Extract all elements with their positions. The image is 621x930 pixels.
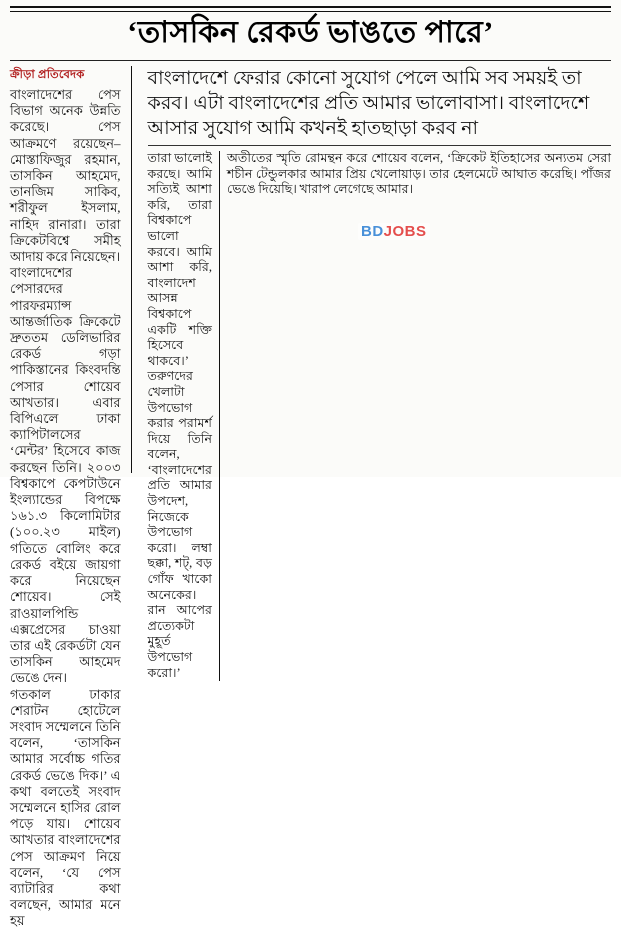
paragraph: গতকাল ঢাকার শেরাটন হোটেলে সংবাদ সম্মেলনে তিনি বলেন, ‘তাসকিন আমার সর্বোচ্চ গতির রেকর্ড ভেঙে দিক।’ এ কথা বলতেই সংবাদ সম্মেলনে হাসির রোল পড়ে যায়। শোয়েব আখতার বাংলাদেশের পেস আক্রমণ নিয়ে বলেন, ‘যে পেস ব্যাটারির কথা বলছেন, আমার মনে হয় bbox=[10, 686, 121, 929]
pull-quote-divider bbox=[148, 145, 611, 146]
paragraph: তারা ভালোই করছে। আমি সত্যিই আশা করি, তারা বিশ্বকাপে ভালো করবে। আমি আশা করি, বাংলাদেশ আসন্ন বিশ্বকাপে একটি শক্তি হিসেবে থাকবে।’ তরুণদের খেলাটা উপভোগ করার পরামর্শ দিয়ে তিনি বলেন, ‘বাংলাদেশের প্রতি আমার উপদেশ, নিজেকে উপভোগ করো। লম্বা ছক্কা, শট্, বড় গোঁফ খাকো অনেকের। রান আপের প্রত্যেকটা মুহূর্ত উপভোগ করো।’ bbox=[147, 151, 212, 680]
paragraph: বাংলাদেশের পেসারদের পারফরম্যান্স আন্তর্জাতিক ক্রিকেটে দ্রুততম ডেলিভারির রেকর্ড গড়া পাকিস্তানের কিংবদন্তি পেসার শোয়েব আখতার। এবার বিপিএলে ঢাকা ক্যাপিটালসের ‘মেন্টর’ হিসেবে কাজ করছেন তিনি। ২০০৩ বিশ্বকাপে কেপটাউনে ইংল্যান্ডের বিপক্ষে ১৬১.৩ কিলোমিটার (১০০.২৩ মাইল) গতিতে বোলিং করে রেকর্ড বইয়ে জায়গা করে নিয়েছেন শোয়েব। সেই রাওয়ালপিন্ডি এক্সপ্রেসের চাওয়া তার এই রেকর্ডটা যেন তাসকিন আহমেদ ভেঙে দেন। bbox=[10, 265, 121, 686]
paragraph: বাংলাদেশের পেস বিভাগ অনেক উন্নতি করেছে। পেস আক্রমণে রয়েছেন– মোস্তাফিজুর রহমান, তাসকিন আহমেদ, তানজিম সাকিব, শরীফুল ইসলাম, নাহিদ রানারা। তারা ক্রিকেটবিশ্বে সমীহ আদায় করে নিয়েছেন। bbox=[10, 87, 121, 265]
page-title: ‘তাসকিন রেকর্ড ভাঙতে পারে’ bbox=[127, 16, 494, 49]
paragraph: অতীতের স্মৃতি রোমন্থন করে শোয়েব বলেন, ‘ক্রিকেট ইতিহাসের অন্যতম সেরা শচীন টেন্ডুলকার আমার প্রিয় খেলোয়াড়। তার হেলমেটে আঘাত করেছি। পাঁজর ভেঙে দিয়েছি। খারাপ লেগেছে আমার। bbox=[226, 151, 611, 197]
headline-divider bbox=[10, 60, 611, 61]
right-subcolumn-a bbox=[148, 151, 219, 681]
right-subcolumn-b bbox=[220, 151, 611, 681]
watermark-right-text: JOBS bbox=[383, 223, 427, 240]
byline: ক্রীড়া প্রতিবেদক bbox=[10, 69, 85, 81]
top-rule-thin bbox=[10, 11, 611, 12]
right-column bbox=[140, 66, 611, 680]
column-divider bbox=[131, 66, 132, 473]
article-columns bbox=[10, 66, 611, 929]
top-rule-thick bbox=[10, 6, 611, 8]
pull-quote: বাংলাদেশে ফেরার কোনো সুযোগ পেলে আমি সব সময়ই তা করব। এটা বাংলাদেশের প্রতি আমার ভালোবাসা। বাংলাদেশে আসার সুযোগ আমি কখনই হাতছাড়া করব না bbox=[147, 68, 590, 139]
left-column bbox=[10, 66, 131, 929]
right-subcolumns bbox=[148, 151, 611, 681]
watermark-left-text: BD bbox=[361, 223, 384, 240]
